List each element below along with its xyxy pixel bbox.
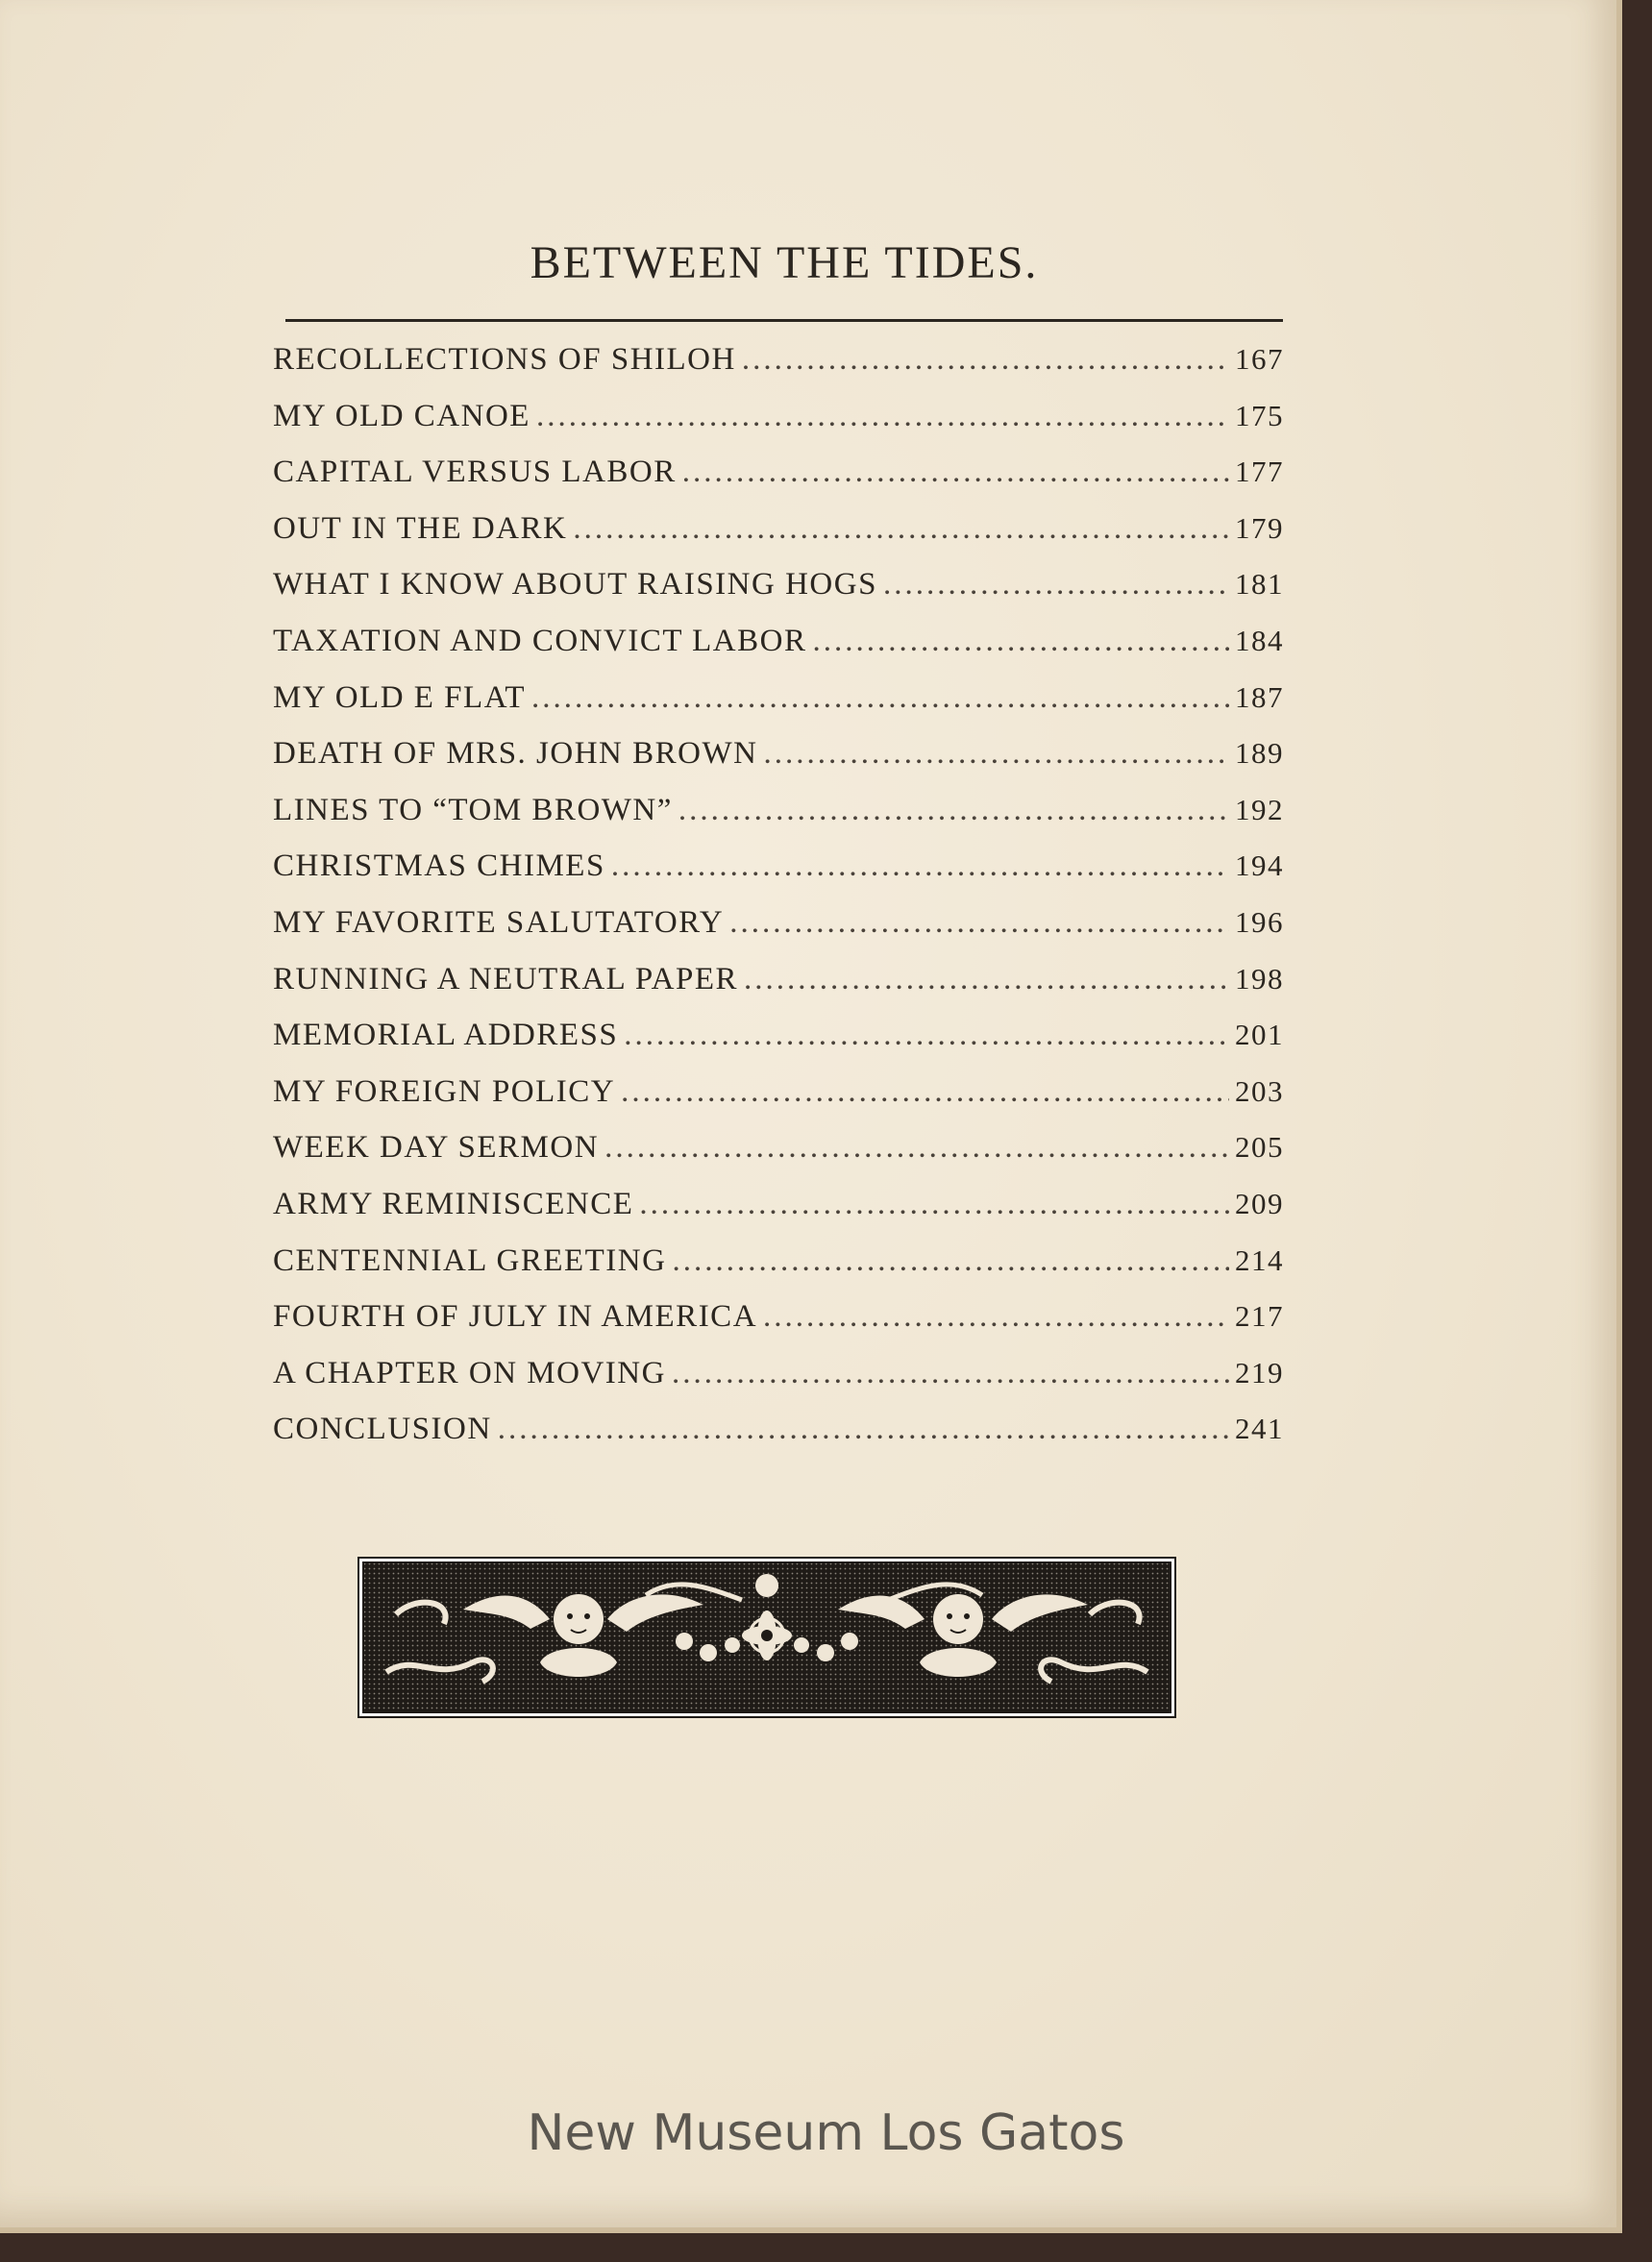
- toc-entry-page: 181: [1235, 567, 1284, 602]
- toc-entry-title: MY FOREIGN POLICY: [273, 1073, 616, 1109]
- dot-leader: [729, 905, 1229, 941]
- toc-entry-page: 189: [1235, 736, 1284, 771]
- toc-entry: [273, 680, 1284, 737]
- dot-leader: [621, 1074, 1229, 1110]
- toc-entry-title: LINES TO “TOM BROWN”: [273, 792, 673, 827]
- toc-entry-page: 214: [1235, 1242, 1284, 1277]
- toc-entry-title: MY OLD E FLAT: [273, 679, 527, 715]
- dot-leader: [604, 1130, 1229, 1166]
- toc-entry: [273, 962, 1284, 1019]
- toc-entry: [273, 1299, 1284, 1356]
- toc-entry: [273, 736, 1284, 793]
- dot-leader: [742, 342, 1229, 378]
- toc-entry-title: RECOLLECTIONS OF SHILOH: [273, 342, 736, 377]
- toc-entry-title: CHRISTMAS CHIMES: [273, 848, 605, 884]
- toc-entry-title: MY FAVORITE SALUTATORY: [273, 904, 725, 940]
- page-title: BETWEEN THE TIDES.: [530, 237, 1039, 288]
- dot-leader: [678, 793, 1229, 828]
- toc-entry: [273, 455, 1284, 511]
- toc-entry: [273, 1018, 1284, 1074]
- toc-entry-page: 241: [1235, 1412, 1284, 1446]
- table-of-contents: [273, 342, 1284, 1468]
- dot-leader: [531, 680, 1229, 716]
- toc-entry-title: FOURTH OF JULY IN AMERICA: [273, 1299, 758, 1335]
- toc-entry-title: MY OLD CANOE: [273, 398, 530, 433]
- dot-leader: [672, 1243, 1229, 1279]
- toc-entry-page: 175: [1235, 398, 1284, 432]
- dot-leader: [744, 962, 1229, 997]
- toc-entry-title: WEEK DAY SERMON: [273, 1130, 600, 1166]
- dot-leader: [498, 1412, 1229, 1447]
- dot-leader: [639, 1187, 1229, 1222]
- toc-entry-page: 196: [1235, 904, 1284, 939]
- toc-entry: [273, 1356, 1284, 1413]
- toc-entry-page: 203: [1235, 1073, 1284, 1108]
- dot-leader: [573, 511, 1229, 547]
- toc-entry-title: MEMORIAL ADDRESS: [273, 1018, 619, 1053]
- toc-entry-page: 217: [1235, 1299, 1284, 1334]
- toc-entry: [273, 1130, 1284, 1187]
- toc-entry-page: 198: [1235, 961, 1284, 996]
- dot-leader: [813, 624, 1230, 659]
- dot-leader: [536, 399, 1229, 434]
- toc-entry-page: 205: [1235, 1130, 1284, 1165]
- toc-entry-page: 167: [1235, 342, 1284, 376]
- toc-entry: [273, 567, 1284, 624]
- toc-entry: [273, 1243, 1284, 1300]
- toc-entry: [273, 1187, 1284, 1243]
- toc-entry-page: 177: [1235, 455, 1284, 489]
- dot-leader: [611, 848, 1229, 884]
- toc-entry-title: A CHAPTER ON MOVING: [273, 1355, 666, 1390]
- dot-leader: [672, 1356, 1229, 1391]
- toc-entry-page: 187: [1235, 679, 1284, 714]
- toc-entry: [273, 1412, 1284, 1468]
- dot-leader: [763, 1299, 1229, 1335]
- toc-entry-title: RUNNING A NEUTRAL PAPER: [273, 961, 739, 996]
- toc-entry-title: ARMY REMINISCENCE: [273, 1186, 634, 1221]
- dot-leader: [763, 736, 1229, 772]
- cherub-ornament-icon: [358, 1557, 1176, 1718]
- toc-entry-title: CAPITAL VERSUS LABOR: [273, 455, 677, 490]
- toc-entry-page: 184: [1235, 623, 1284, 657]
- dot-leader: [624, 1018, 1229, 1053]
- watermark: New Museum Los Gatos: [527, 2104, 1125, 2162]
- toc-entry-page: 192: [1235, 792, 1284, 826]
- toc-entry-title: CONCLUSION: [273, 1412, 492, 1447]
- toc-entry: [273, 342, 1284, 399]
- toc-entry-title: OUT IN THE DARK: [273, 510, 568, 546]
- toc-entry-page: 219: [1235, 1355, 1284, 1389]
- toc-entry: [273, 848, 1284, 905]
- dot-leader: [883, 567, 1229, 602]
- toc-entry-title: WHAT I KNOW ABOUT RAISING HOGS: [273, 567, 877, 602]
- toc-entry-title: TAXATION AND CONVICT LABOR: [273, 623, 807, 658]
- toc-entry-title: CENTENNIAL GREETING: [273, 1242, 667, 1278]
- toc-entry-page: 201: [1235, 1018, 1284, 1052]
- toc-entry: [273, 511, 1284, 568]
- toc-entry: [273, 905, 1284, 962]
- toc-entry-page: 194: [1235, 848, 1284, 883]
- toc-entry: [273, 1074, 1284, 1131]
- dot-leader: [682, 455, 1229, 490]
- toc-entry-page: 209: [1235, 1186, 1284, 1220]
- toc-entry-page: 179: [1235, 510, 1284, 545]
- toc-entry: [273, 793, 1284, 849]
- title-rule: [285, 319, 1283, 322]
- toc-entry: [273, 624, 1284, 680]
- toc-entry: [273, 399, 1284, 455]
- toc-entry-title: DEATH OF MRS. JOHN BROWN: [273, 736, 758, 772]
